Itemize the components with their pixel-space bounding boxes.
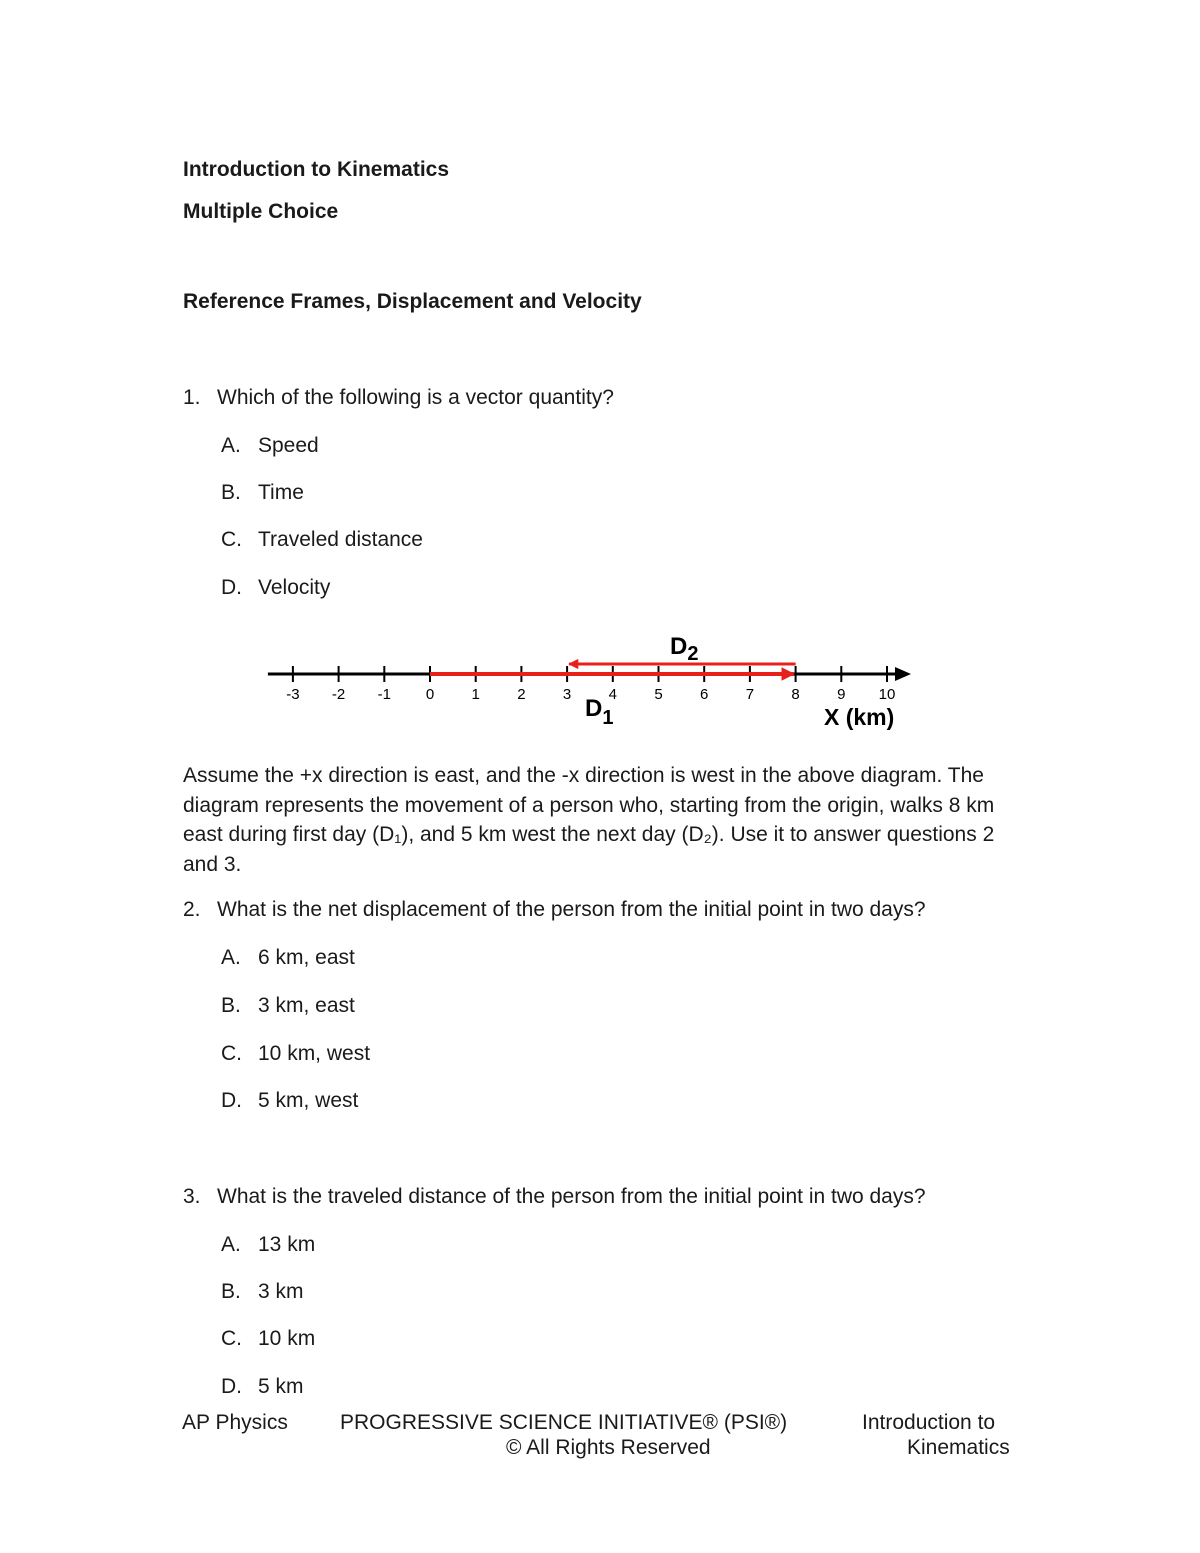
option-text: 6 km, east <box>258 946 355 969</box>
option-letter: B. <box>221 481 241 504</box>
option-letter: C. <box>221 1042 242 1065</box>
option-text: 13 km <box>258 1233 316 1256</box>
tick-label: 3 <box>562 686 572 703</box>
tick-label: 7 <box>745 686 755 703</box>
option-3c[interactable] <box>221 1327 621 1353</box>
tick-label: 2 <box>517 686 526 703</box>
option-text: Speed <box>258 434 319 457</box>
option-letter: D. <box>221 1089 242 1112</box>
option-2a[interactable] <box>221 946 621 972</box>
tick-label: 8 <box>791 686 800 703</box>
tick-label: 1 <box>471 686 480 703</box>
tick-label: 10 <box>878 686 896 703</box>
question-text: What is the net displacement of the person from the initial point in two days? <box>217 898 926 921</box>
option-1c[interactable] <box>221 528 621 554</box>
option-2d[interactable] <box>221 1089 621 1115</box>
footer-center-line1: PROGRESSIVE SCIENCE INITIATIVE® (PSI®) <box>340 1411 788 1434</box>
d1-label: $D_1$ <box>585 695 614 729</box>
section-heading: Reference Frames, Displacement and Velocity <box>183 290 642 313</box>
tick-label: 9 <box>837 686 846 703</box>
option-letter: D. <box>221 1375 242 1398</box>
diagram-description: Assume the +x direction is east, and the -x direction is west in the above diagram. The diagram represents the movement of a person who, starting from the origin, walks 8 km east during first day (D₁), and 5 km west the next day (D₂). Use it to answer questions 2 and 3. <box>183 764 995 876</box>
option-1a[interactable] <box>221 434 621 460</box>
option-2c[interactable] <box>221 1042 621 1068</box>
option-1d[interactable] <box>221 576 621 602</box>
question-number: 2. <box>183 898 201 921</box>
footer-left: AP Physics <box>182 1411 288 1434</box>
option-3a[interactable] <box>221 1233 621 1259</box>
tick-label: 5 <box>654 686 663 703</box>
option-text: Velocity <box>258 576 331 599</box>
option-2b[interactable] <box>221 994 621 1020</box>
tick-label: 0 <box>425 686 435 703</box>
doc-subtitle: Multiple Choice <box>183 200 339 223</box>
option-text: 5 km, west <box>258 1089 359 1112</box>
tick-label: 6 <box>700 686 709 703</box>
tick-label: 4 <box>608 686 617 703</box>
question-number: 1. <box>183 386 201 409</box>
question-2 <box>183 898 1083 924</box>
option-text: 3 km, east <box>258 994 355 1017</box>
doc-title: Introduction to Kinematics <box>183 158 450 181</box>
option-3b[interactable] <box>221 1280 621 1306</box>
option-1b[interactable] <box>221 481 621 507</box>
option-text: 10 km <box>258 1327 316 1350</box>
question-1 <box>183 386 1083 412</box>
option-letter: B. <box>221 994 241 1017</box>
question-text: Which of the following is a vector quantity? <box>217 386 614 409</box>
option-text: 10 km, west <box>258 1042 371 1065</box>
tick-label: -1 <box>377 686 391 703</box>
option-3d[interactable] <box>221 1375 621 1401</box>
x-axis-arrowhead <box>895 667 911 681</box>
option-letter: D. <box>221 576 242 599</box>
d2-label: $D_2$ <box>670 633 699 665</box>
option-text: Time <box>258 481 304 504</box>
option-letter: A. <box>221 434 241 457</box>
footer-center-line2: © All Rights Reserved <box>506 1436 711 1459</box>
option-letter: C. <box>221 1327 242 1350</box>
option-text: 5 km <box>258 1375 304 1398</box>
footer-right-line2: Kinematics <box>907 1436 1010 1459</box>
option-text: 3 km <box>258 1280 304 1303</box>
option-letter: B. <box>221 1280 241 1303</box>
option-letter: A. <box>221 1233 241 1256</box>
option-letter: C. <box>221 528 242 551</box>
tick-label: -2 <box>331 686 346 703</box>
footer-right-line1: Introduction to <box>862 1411 996 1434</box>
question-number: 3. <box>183 1185 201 1208</box>
axis-label: X (km) <box>824 704 895 730</box>
option-letter: A. <box>221 946 241 969</box>
tick-label: -3 <box>286 686 300 703</box>
option-text: Traveled distance <box>258 528 423 551</box>
number-line-diagram <box>0 620 1200 750</box>
question-text: What is the traveled distance of the person from the initial point in two days? <box>217 1185 926 1208</box>
question-3 <box>183 1185 1083 1211</box>
diagram-labels <box>585 633 894 730</box>
